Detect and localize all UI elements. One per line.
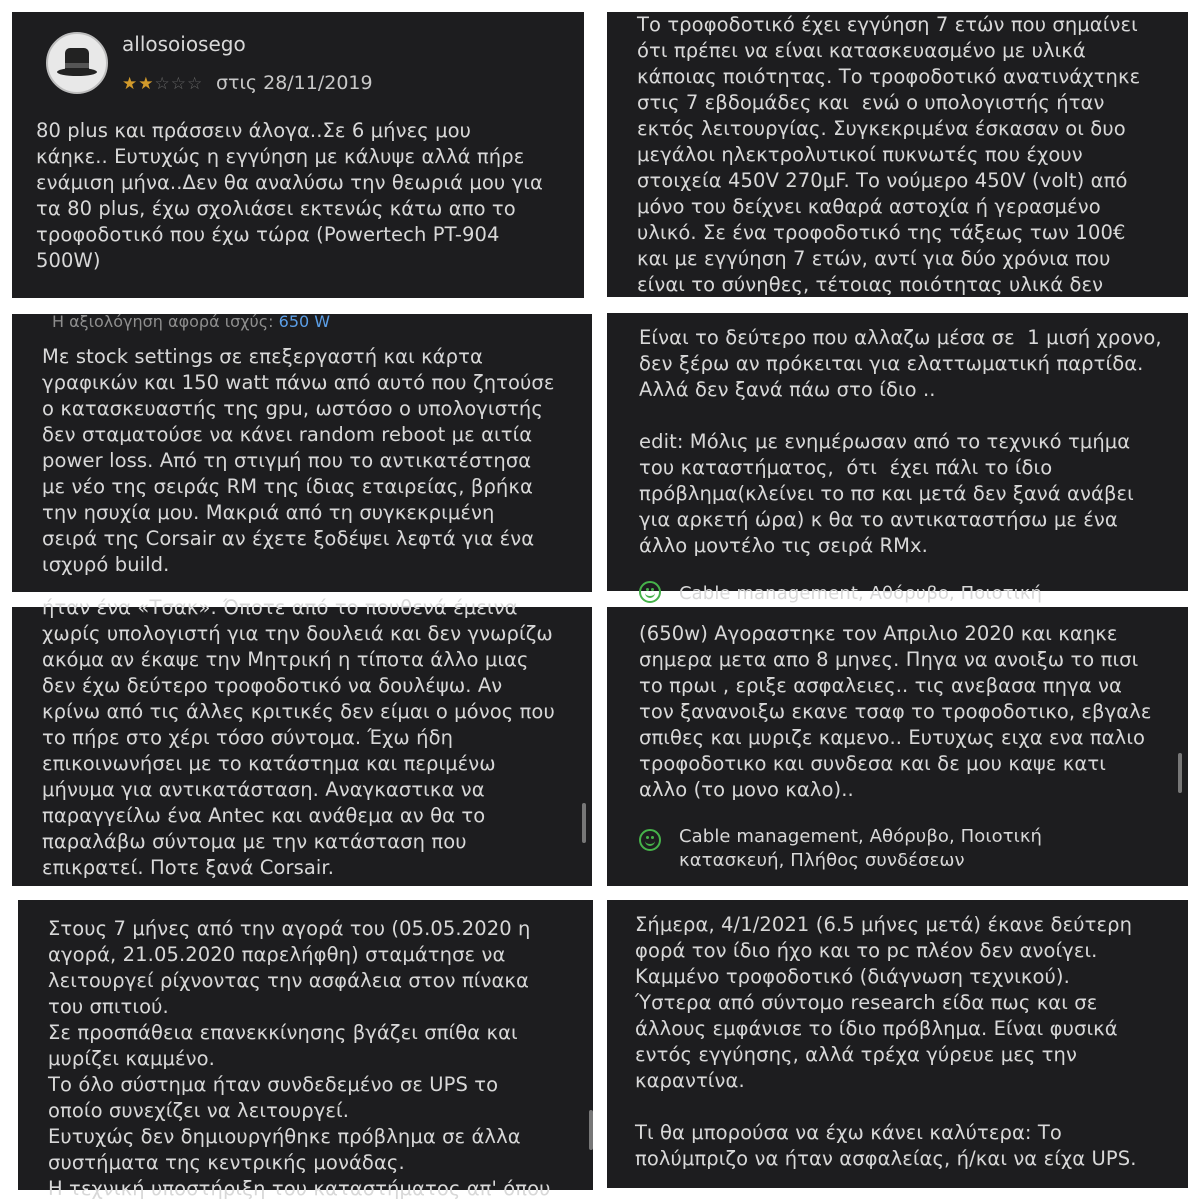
- review-panel-6: [607, 607, 1188, 886]
- username[interactable]: allosoiosego: [122, 32, 246, 56]
- review-panel-3: [12, 314, 592, 592]
- review-panel-8: [607, 900, 1188, 1188]
- hat-brim: [57, 68, 97, 76]
- review-text: Σήμερα, 4/1/2021 (6.5 μήνες μετά) έκανε δεύτερη φορά τον ίδιο ήχο και το pc πλέον δεν ανοίγει. Καμμένο τροφοδοτικό (διάγνωση τεχνικού). Ύστερα από σύντομο research είδα πως και σε άλλους εμφάνισε το ίδιο πρόβλημα. Είναι φυσικά εντός εγγύησης, αλλά τρέχα γύρευε μες την καραντίνα. Τι θα μπορούσα να έχω κάνει καλύτερα: Το πολύμπριζο να ήταν ασφαλείας, ή/και να είχα UPS.: [635, 913, 1137, 1170]
- power-rating: [52, 312, 330, 331]
- review-text: Το τροφοδοτικό έχει εγγύηση 7 ετών που σημαίνει ότι πρέπει να είναι κατασκευασμένο με υλικά κάποιας ποιότητας. Το τροφοδοτικό ανατινάχτηκε στις 7 εβδομάδες και ενώ ο υπολογιστής ήταν εκτός λειτουργίας. Συγκεκριμένα έσκασαν οι δυο μεγάλοι ηλεκτρολυτικοί πυκνωτές που έχουν στοιχεία 450V 270μF. Το νούμερο 450V (volt) από μόνο του δείχνει καθαρά αστοχία ή γερασμένο υλικό. Σε ένα τροφοδοτικό της τάξεως των 100€ και με εγγύηση 7 ετών, αντί για δύο χρόνια που είναι το σύνηθες, τέτοιας ποιότητας υλικά δεν: [637, 13, 1141, 296]
- review-panel-1: [12, 12, 584, 298]
- star-icon: ★: [122, 74, 139, 94]
- star-empty-icon: ☆: [170, 74, 187, 94]
- review-panel-4: [607, 313, 1188, 604]
- smile-icon: [639, 581, 661, 603]
- user-avatar[interactable]: [46, 32, 108, 94]
- rating-label: Η αξιολόγηση αφορά ισχύς:: [52, 312, 274, 331]
- review-date: στις 28/11/2019: [216, 72, 373, 94]
- star-rating: [122, 74, 203, 94]
- review-text: Είναι το δεύτερο που αλλαζω μέσα σε 1 μισή χρονο, δεν ξέρω αν πρόκειται για ελαττωματική παρτίδα. Αλλά δεν ξανά πάω στο ίδιο .. edit: Μόλις με ενημέρωσαν από το τεχνικό τμήμα του καταστήματος, ότι έχει πάλι το ίδιο πρόβλημα(κλείνει το πσ και μετά δεν ξανά ανάβει για αρκετή ώρα) κ θα το αντικαταστήσω με ένα άλλο μοντέλο τις σειρά RMx.: [639, 326, 1162, 557]
- star-empty-icon: ☆: [154, 74, 171, 94]
- star-icon: ★: [138, 74, 155, 94]
- scrollbar[interactable]: [582, 803, 586, 843]
- smile-icon: [639, 829, 661, 851]
- star-empty-icon: ☆: [187, 74, 204, 94]
- review-text: ήταν ένα «Τσακ». Όποτε από το πουθενά έμεινα χωρίς υπολογιστή για την δουλειά και δεν γνωρίζω ακόμα αν έκαψε την Μητρική η τίποτα άλλο μιας δεν έχω δεύτερο τροφοδοτικό να δουλέψω. Αν κρίνω από τις άλλες κριτικές δεν είμαι ο μόνος που το πήρε στο χέρι τόσο σύντομα. Έχω ήδη επικοινωνήσει με το κατάστημα και περιμένω μήνυμα για αντικατάσταση. Αναγκαστικα να παραγγείλω ένα Antec και ανάθεμα αν θα το παραλάβω σύντομα με την κατάσταση που επικρατεί. Ποτε ξανά Corsair.: [42, 596, 555, 879]
- review-panel-7: [18, 900, 593, 1200]
- review-text: Με stock settings σε επεξεργαστή και κάρτα γραφικών και 150 watt πάνω από αυτό που ζητούσε ο κατασκευαστής της gpu, ωστόσο ο υπολογιστής δεν σταματούσε να κάνει random reboot με αιτία power loss. Από τη στιγμή που το αντικατέστησα με νέο της σειράς RM της ίδιας εταιρείας, βρήκα την ησυχία μου. Μακριά από τη συγκεκριμένη σειρά της Corsair αν έχετε ξοδέψει λεφτά για ένα ισχυρό build.: [42, 345, 555, 576]
- review-text: Στους 7 μήνες από την αγορά του (05.05.2020 η αγορά, 21.05.2020 παρελήφθη) σταμάτησε να λειτουργεί ρίχνοντας την ασφάλεια στον πίνακα του σπιτιού. Σε προσπάθεια επανεκκίνησης βγάζει σπίθα και μυρίζει καμμένο. Το όλο σύστημα ήταν συνδεδεμένο σε UPS το οποίο συνεχίζει να λειτουργεί. Ευτυχώς δεν δημιουργήθηκε πρόβλημα σε άλλα συστήματα της κεντρικής μονάδας. Η τεχνική υποστήριξη του καταστήματος απ' όπου: [48, 917, 551, 1200]
- rating-value: 650 W: [278, 312, 331, 331]
- scrollbar[interactable]: [1178, 753, 1182, 793]
- review-panel-5: [12, 596, 592, 886]
- review-text: (650w) Αγοραστηκε τον Απριλιο 2020 και καηκε σημερα μετα απο 8 μηνες. Πηγα να ανοιξω το πισι το πρωι , εριξε ασφαλειες.. τις ανεβασα πηγα να τον ξανανοιξω εκανε τσαφ το τροφοδοτικο, εβγαλε σπιθες και μυριζε καμενο.. Ευτυχως ειχα ενα παλιο τροφοδοτικο και συνδεσα και δε μου καψε κατι αλλο (το μονο καλο)..: [639, 622, 1152, 801]
- review-text: 80 plus και πράσσειν άλογα..Σε 6 μήνες μου κάηκε.. Ευτυχώς η εγγύηση με κάλυψε αλλά πήρε ενάμιση μήνα..Δεν θα αναλύσω την θεωριά μου για τα 80 plus, έχω σχολιάσει εκτενώς κάτω απο το τροφοδοτικό που έχω τώρα (Powertech PT-904 500W): [36, 119, 543, 272]
- review-panel-2: [607, 12, 1188, 297]
- pros-text: Cable management, Αθόρυβο, Ποιοτική: [679, 583, 1043, 604]
- pros-text: Cable management, Αθόρυβο, Ποιοτική κατασκευή, Πλήθος συνδέσεων: [679, 826, 1043, 871]
- scrollbar[interactable]: [589, 1110, 593, 1150]
